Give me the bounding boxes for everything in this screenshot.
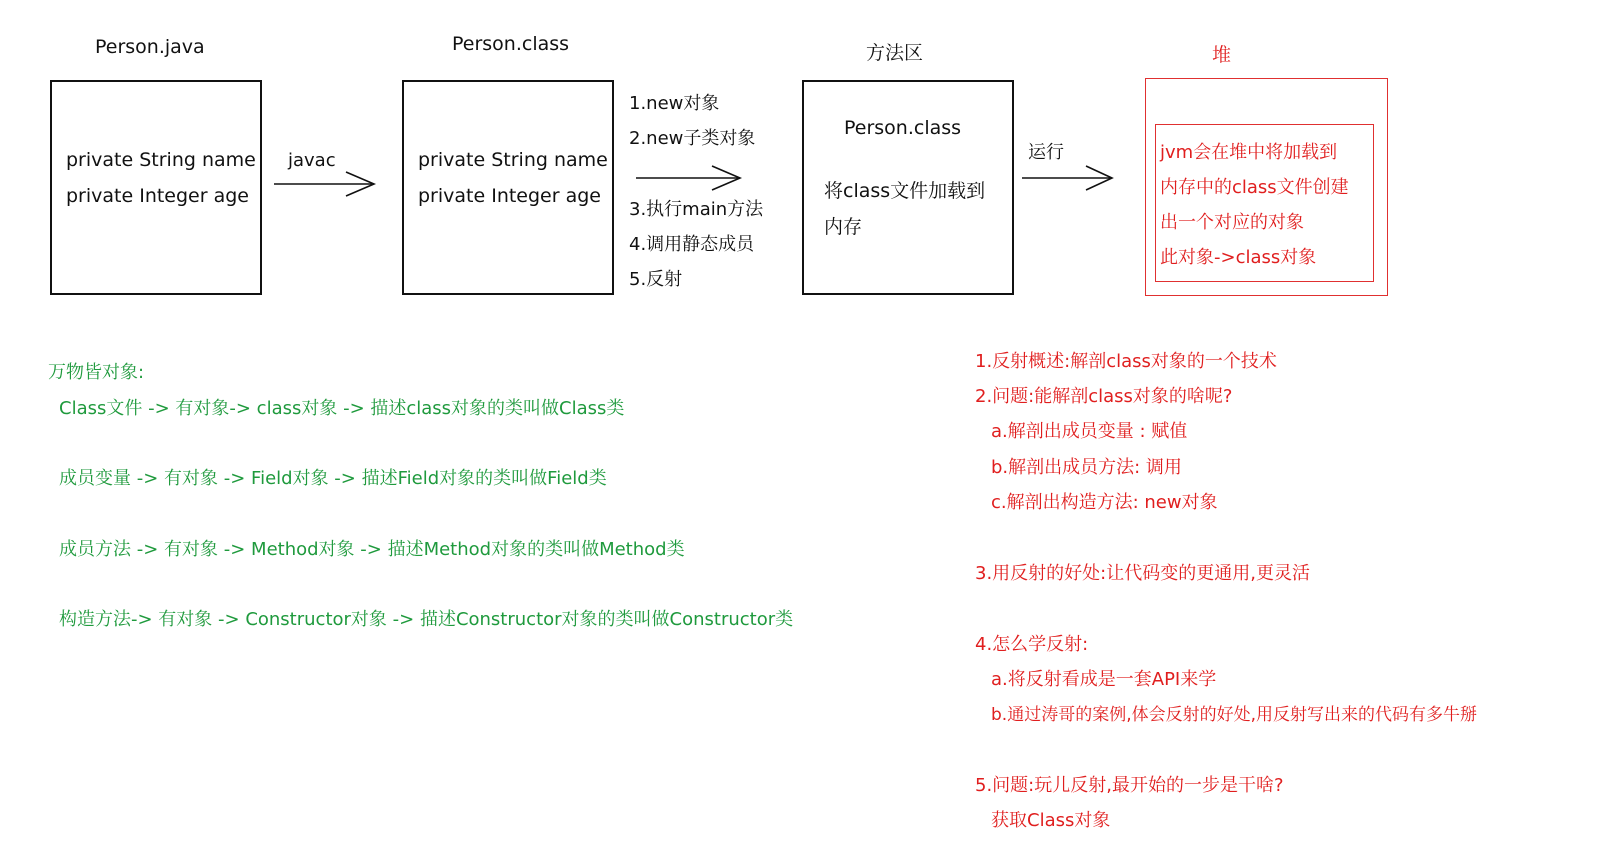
object-mapping-line: Class文件 -> 有对象-> class对象 -> 描述class对象的类叫做Class类 [59, 398, 625, 419]
load-trigger-item: 1.new对象 [629, 93, 720, 114]
load-trigger-item: 3.执行main方法 [629, 199, 764, 220]
note-line: a.将反射看成是一套API来学 [991, 669, 1217, 690]
load-trigger-item: 5.反射 [629, 269, 683, 290]
object-mapping-line: 成员变量 -> 有对象 -> Field对象 -> 描述Field对象的类叫做Field类 [59, 468, 607, 489]
source-field-name: private String name [66, 149, 256, 171]
method-area-title: 方法区 [866, 42, 924, 64]
object-mapping-line: 成员方法 -> 有对象 -> Method对象 -> 描述Method对象的类叫做Method类 [59, 539, 685, 560]
note-line: 4.怎么学反射: [975, 634, 1089, 655]
note-line: 2.问题:能解剖class对象的啥呢? [975, 386, 1233, 407]
method-area-desc-line: 内存 [824, 216, 863, 238]
class-field-age: private Integer age [418, 185, 601, 207]
note-line: c.解剖出构造方法: new对象 [991, 492, 1218, 513]
everything-object-heading: 万物皆对象: [48, 362, 145, 383]
heap-desc-line: 出一个对应的对象 [1160, 212, 1304, 233]
load-arrow [636, 166, 740, 190]
heap-desc-line: 内存中的class文件创建 [1160, 177, 1349, 198]
source-field-age: private Integer age [66, 185, 249, 207]
method-area-desc-line: 将class文件加载到 [824, 180, 986, 202]
compile-label: javac [288, 150, 336, 171]
source-title: Person.java [95, 36, 205, 58]
compiled-title: Person.class [452, 33, 570, 55]
method-area-class-name: Person.class [844, 117, 962, 139]
load-trigger-item: 2.new子类对象 [629, 128, 756, 149]
heap-desc-line: jvm会在堆中将加载到 [1160, 142, 1338, 163]
run-arrow [1022, 166, 1112, 190]
note-line: a.解剖出成员变量 : 赋值 [991, 421, 1188, 442]
note-line: 1.反射概述:解剖class对象的一个技术 [975, 351, 1277, 372]
note-line: 获取Class对象 [991, 810, 1111, 831]
note-line: b.通过涛哥的案例,体会反射的好处,用反射写出来的代码有多牛掰 [991, 705, 1478, 725]
heap-title: 堆 [1212, 44, 1232, 66]
note-line: b.解剖出成员方法: 调用 [991, 457, 1182, 478]
note-line: 5.问题:玩儿反射,最开始的一步是干啥? [975, 775, 1284, 796]
note-line: 3.用反射的好处:让代码变的更通用,更灵活 [975, 563, 1310, 584]
heap-desc-line: 此对象->class对象 [1160, 247, 1317, 268]
load-trigger-item: 4.调用静态成员 [629, 234, 755, 255]
run-label: 运行 [1028, 142, 1064, 163]
compile-arrow [274, 172, 374, 196]
class-field-name: private String name [418, 149, 608, 171]
object-mapping-line: 构造方法-> 有对象 -> Constructor对象 -> 描述Constructor对象的类叫做Constructor类 [59, 609, 794, 630]
